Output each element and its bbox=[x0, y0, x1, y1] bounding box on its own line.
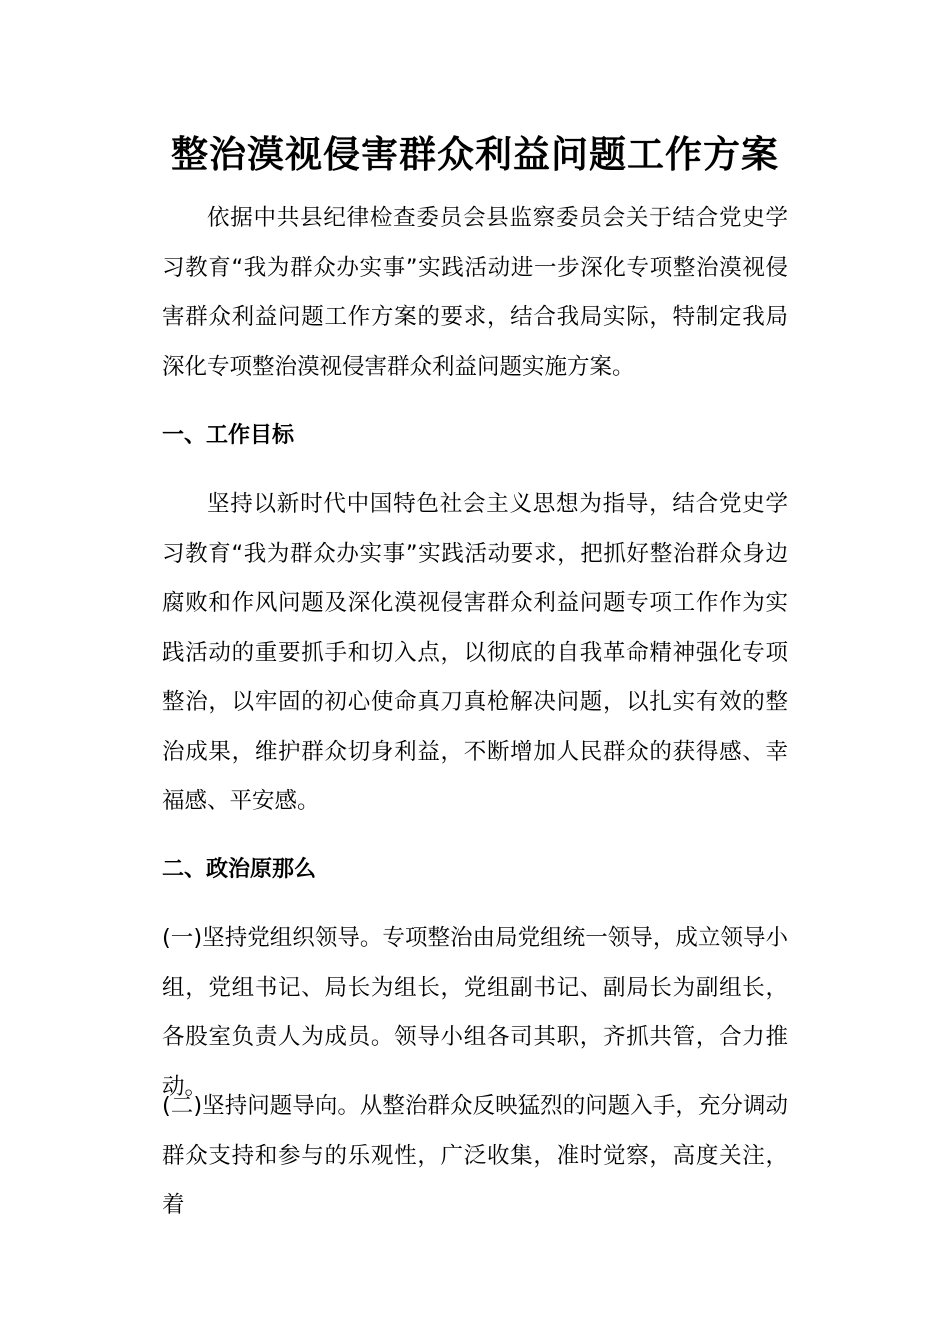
section-heading-goals: 一、工作目标 bbox=[162, 423, 295, 448]
document-title: 整治漠视侵害群众利益问题工作方案 bbox=[171, 132, 779, 176]
intro-paragraph: 依据中共县纪律检查委员会县监察委员会关于结合党史学习教育“我为群众办实事”实践活动进一步深化专项整治漠视侵害群众利益问题工作方案的要求，结合我局实际，特制定我局深化专项整治漠视侵害群众利益问题实施方案。 bbox=[162, 205, 788, 380]
section-heading-principles: 二、政治原那么 bbox=[162, 857, 317, 882]
goals-paragraph: 坚持以新时代中国特色社会主义思想为指导，结合党史学习教育“我为群众办实事”实践活动要求，把抓好整治群众身边腐败和作风问题及深化漠视侵害群众利益问题专项工作作为实践活动的重要抓手和切入点，以彻底的自我革命精神强化专项整治，以牢固的初心使命真刀真枪解决问题，以扎实有效的整治成果，维护群众切身利益，不断增加人民群众的获得感、幸福感、平安感。 bbox=[162, 491, 788, 814]
principle-item-2: (二)坚持问题导向。从整治群众反映猛烈的问题入手，充分调动群众支持和参与的乐观性，广泛收集，准时觉察，高度关注，着 bbox=[162, 1093, 788, 1218]
principle-item-1: (一)坚持党组织领导。专项整治由局党组统一领导，成立领导小组，党组书记、局长为组长，党组副书记、副局长为副组长，各股室负责人为成员。领导小组各司其职，齐抓共管，合力推动。 bbox=[162, 925, 788, 1100]
